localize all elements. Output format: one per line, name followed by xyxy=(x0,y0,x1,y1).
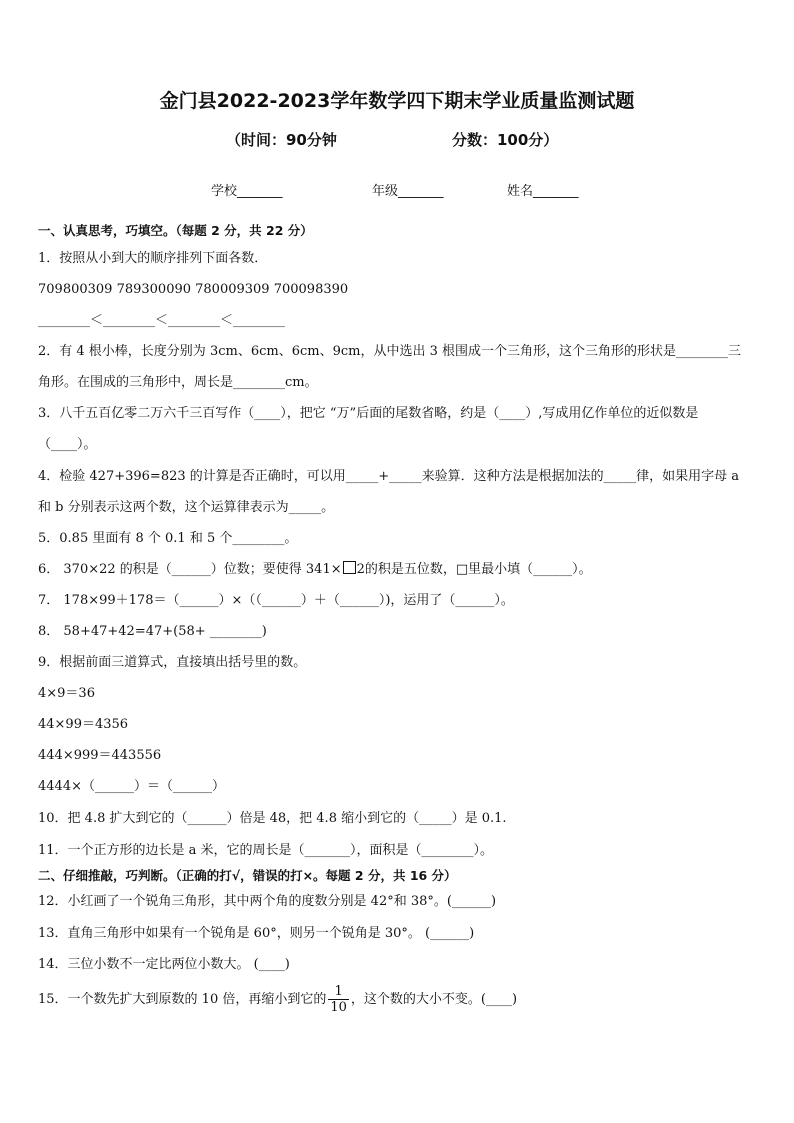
question-7: 7． 178×99＋178＝（______）×（（______）＋（______）)，运用了（______）。 xyxy=(38,593,514,608)
blank-box-icon xyxy=(343,561,356,574)
question-1-numbers: 709800309 789300090 780009309 700098390 xyxy=(38,282,349,297)
question-11: 11．一个正方形的边长是 a 米，它的周长是（_______），面积是（________）。 xyxy=(38,843,494,858)
question-4-line-1: 4．检验 427+396=823 的计算是否正确时，可以用_____+_____来验算．这种方法是根据加法的_____律，如果用字母 a xyxy=(38,469,740,484)
question-6-after: 2的积是五位数，□里最小填（______）。 xyxy=(356,562,592,577)
question-8: 8． 58+47+42=47+(58+ ________) xyxy=(38,624,267,639)
question-2-line-2: 角形。在围成的三角形中，周长是________cm。 xyxy=(38,375,318,390)
section-heading-1: 一、认真思考，巧填空。（每题 2 分，共 22 分） xyxy=(38,223,313,238)
question-9-eq-2: 44×99＝4356 xyxy=(38,717,129,732)
question-9-eq-4: 4444×（______）＝（______） xyxy=(38,779,225,794)
exam-score: 分数：100分） xyxy=(452,131,559,149)
name-field: 姓名_______ xyxy=(507,184,579,199)
question-14: 14．三位小数不一定比两位小数大。 (____) xyxy=(38,957,290,972)
question-10: 10．把 4.8 扩大到它的（______）倍是 48，把 4.8 缩小到它的（_____）是 0.1. xyxy=(38,811,507,826)
fraction-denominator: 10 xyxy=(330,1000,347,1015)
question-3-line-2: （____）。 xyxy=(38,437,97,452)
question-4-line-2: 和 b 分别表示这两个数，这个运算律表示为_____。 xyxy=(38,500,335,515)
question-9: 9．根据前面三道算式，直接填出括号里的数。 xyxy=(38,655,307,670)
question-6 xyxy=(38,561,592,579)
school-field: 学校_______ xyxy=(211,184,283,199)
question-9-eq-1: 4×9＝36 xyxy=(38,686,95,701)
grade-field: 年级_______ xyxy=(372,184,444,199)
page-title: 金门县2022-2023学年数学四下期末学业质量监测试题 xyxy=(159,90,635,112)
exam-time: （时间：90分钟 xyxy=(226,131,337,149)
question-1: 1．按照从小到大的顺序排列下面各数． xyxy=(38,251,268,266)
question-6-before: 6． 370×22 的积是（______）位数；要使得 341× xyxy=(38,562,342,577)
question-2-line-1: 2．有 4 根小棒，长度分别为 3cm、6cm、6cm、9cm，从中选出 3 根围成一个三角形，这个三角形的形状是________三 xyxy=(38,344,741,359)
question-15-after: ，这个数的大小不变。(____) xyxy=(350,992,518,1007)
question-9-eq-3: 444×999＝443556 xyxy=(38,748,162,763)
question-3-line-1: 3．八千五百亿零二万六千三百写作（____），把它 “万”后面的尾数省略，约是（____）,写成用亿作单位的近似数是 xyxy=(38,406,699,421)
question-1-blanks: ________＜________＜________＜________ xyxy=(38,313,286,328)
section-heading-2: 二、仔细推敲，巧判断。（正确的打√，错误的打×。每题 2 分，共 16 分） xyxy=(38,868,457,883)
question-15 xyxy=(38,983,517,1017)
question-12: 12．小红画了一个锐角三角形，其中两个角的度数分别是 42°和 38°。(______) xyxy=(38,894,497,909)
question-5: 5．0.85 里面有 8 个 0.1 和 5 个________。 xyxy=(38,531,298,546)
question-13: 13．直角三角形中如果有一个锐角是 60°，则另一个锐角是 30°。 (______) xyxy=(38,926,475,941)
question-15-before: 15．一个数先扩大到原数的 10 倍，再缩小到它的 xyxy=(38,992,327,1007)
fraction-numerator: 1 xyxy=(328,984,349,1000)
fraction-one-tenth xyxy=(328,984,349,1015)
